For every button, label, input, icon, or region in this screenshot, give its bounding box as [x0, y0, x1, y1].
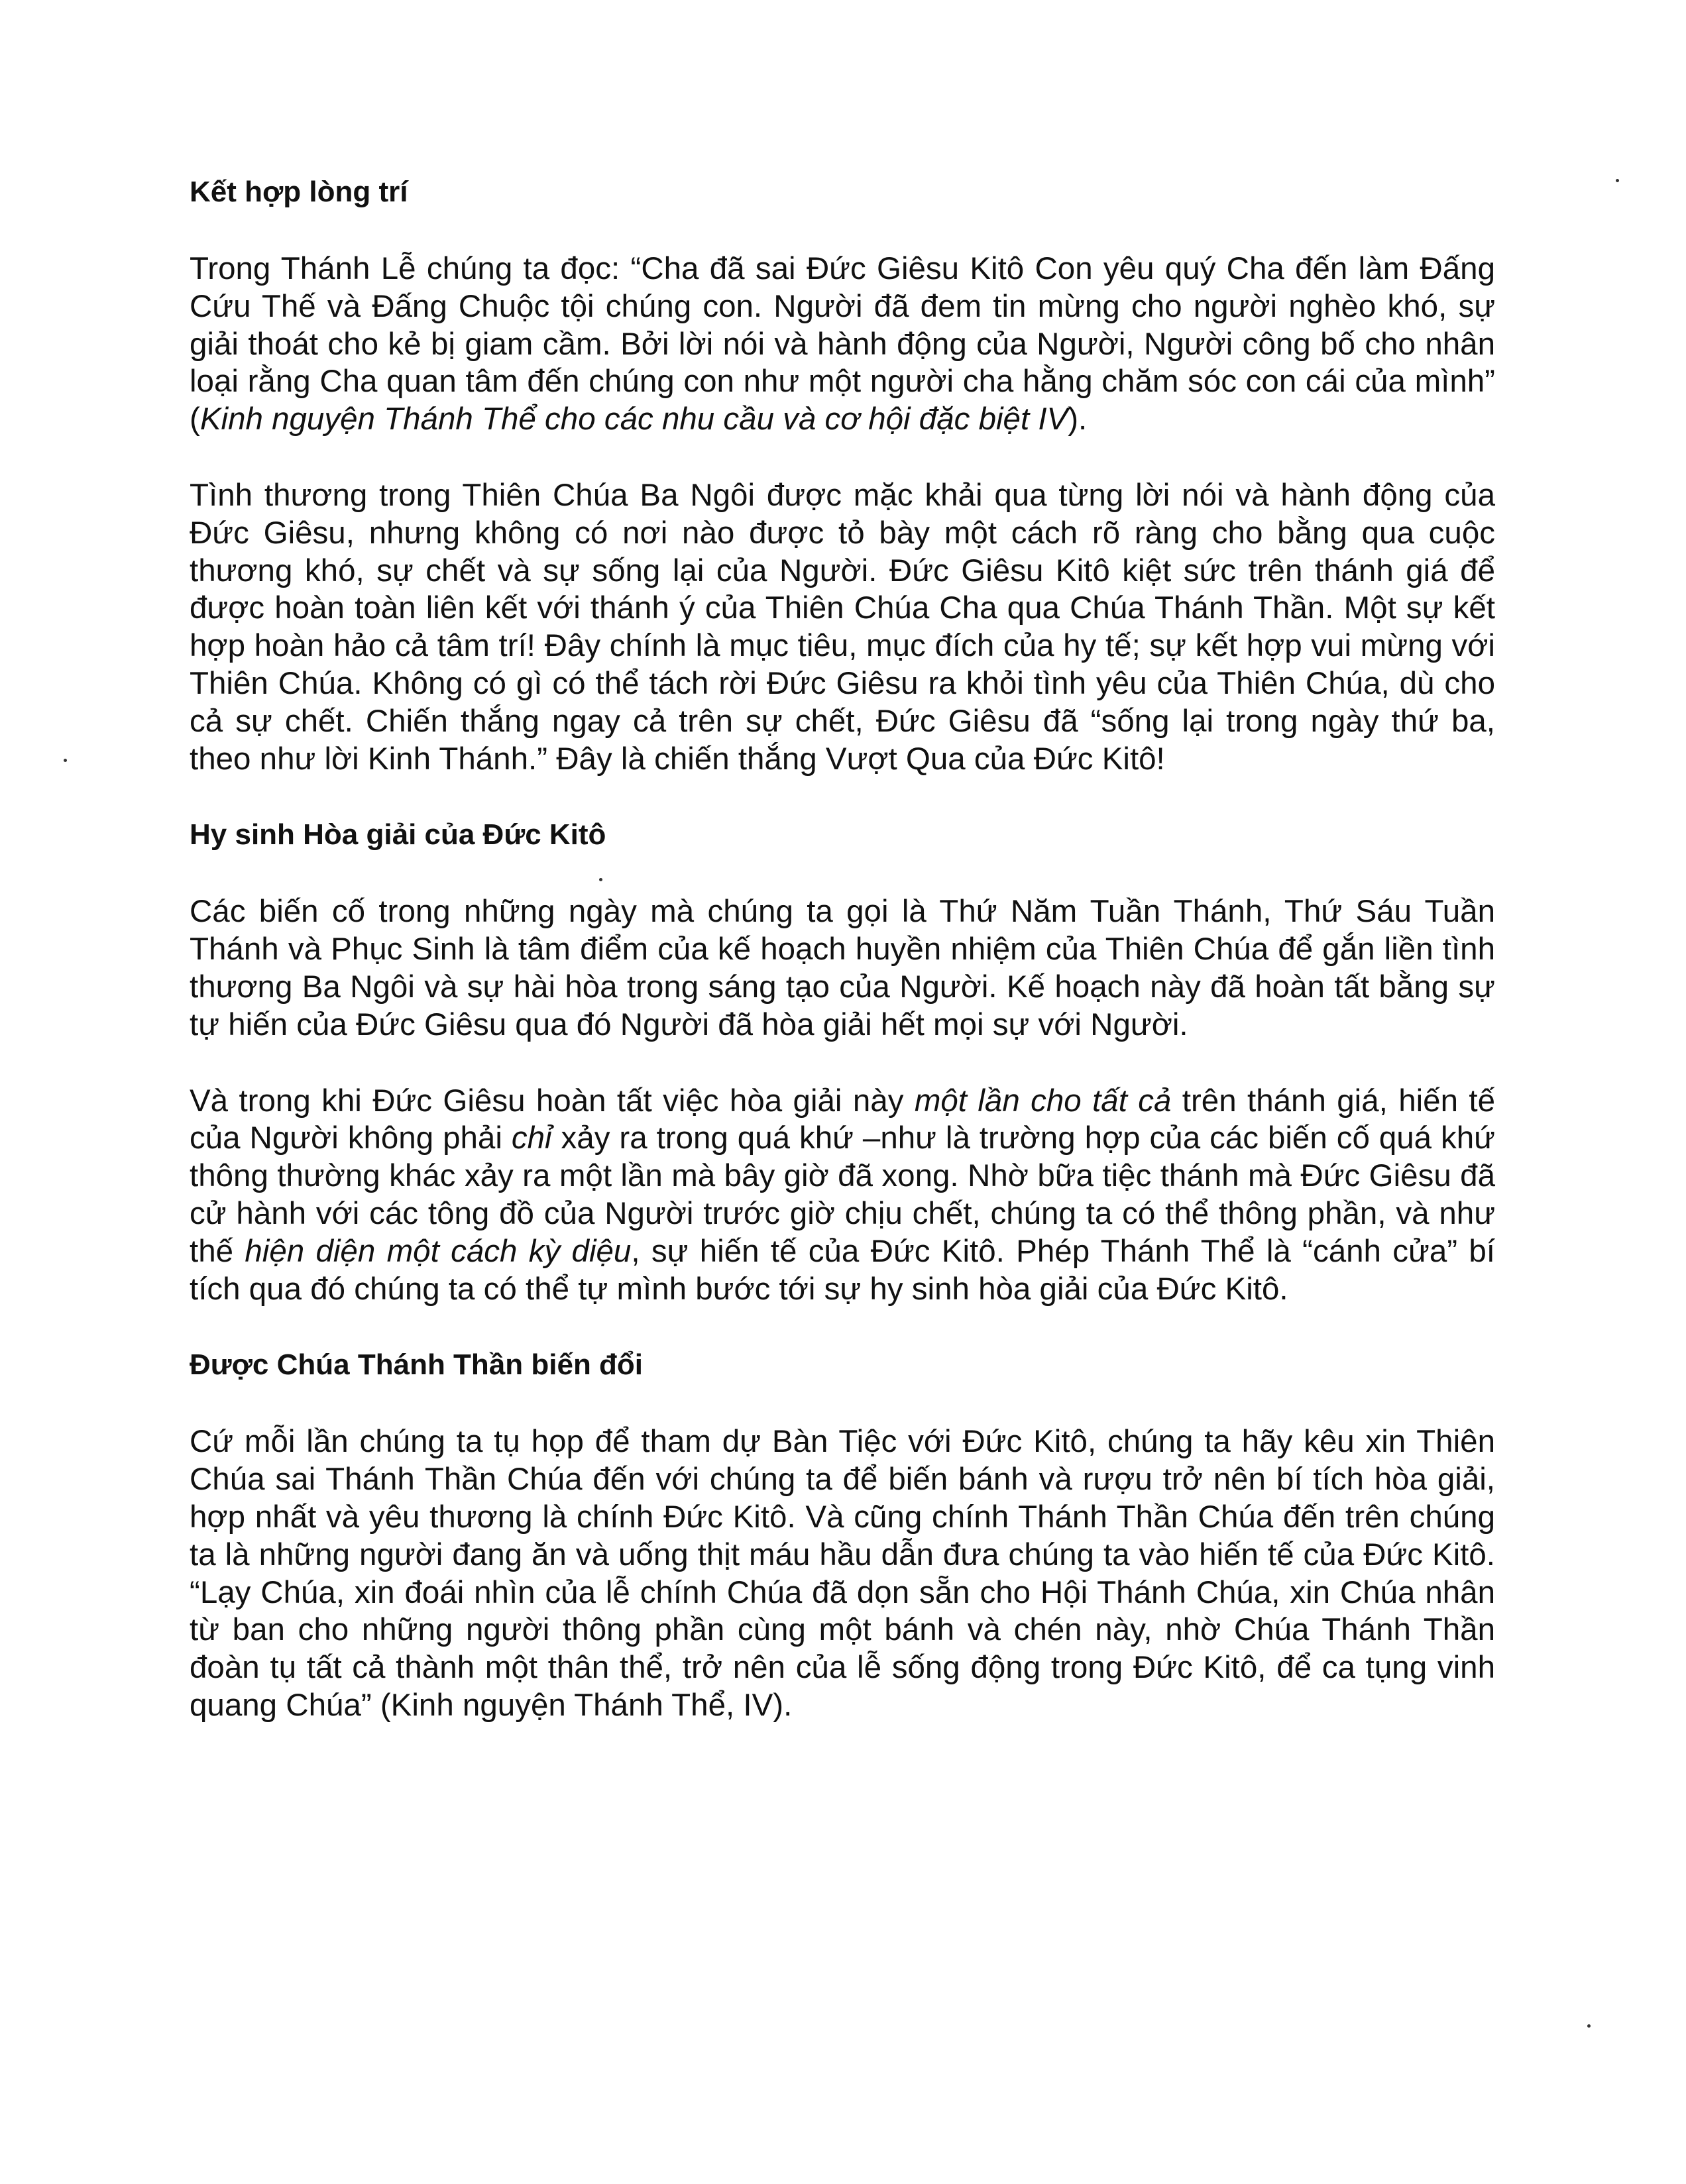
- paragraph-4-italic-b: một lần cho tất cả: [914, 1083, 1172, 1119]
- scan-speck: [1616, 179, 1619, 182]
- paragraph-1-italic-citation: Kinh nguyện Thánh Thể cho các nhu cầu và cơ hội đặc biệt IV: [199, 402, 1068, 437]
- paragraph-1-end: ).: [1068, 402, 1088, 437]
- paragraph-2: Tình thương trong Thiên Chúa Ba Ngôi được mặc khải qua từng lời nói và hành động của Đức Giêsu, nhưng không có nơi nào được tỏ bày một cách rõ ràng cho bằng qua cuộc thương khó, sự chết và sự sống lại của Người. Đức Giêsu Kitô kiệt sức trên thánh giá để được hoàn toàn liên kết với thánh ý của Thiên Chúa Cha qua Chúa Thánh Thần. Một sự kết hợp hoàn hảo cả tâm trí! Đây chính là mục tiêu, mục đích của hy tế; sự kết hợp vui mừng với Thiên Chúa. Không có gì có thể tách rời Đức Giêsu ra khỏi tình yêu của Thiên Chúa, dù cho cả sự chết. Chiến thắng ngay cả trên sự chết, Đức Giêsu đã “sống lại trong ngày thứ ba, theo như lời Kinh Thánh.” Đây là chiến thắng Vượt Qua của Đức Kitô!: [190, 477, 1495, 777]
- paragraph-5: Cứ mỗi lần chúng ta tụ họp để tham dự Bàn Tiệc với Đức Kitô, chúng ta hãy kêu xin Thiên Chúa sai Thánh Thần Chúa đến với chúng ta để biến bánh và rượu trở nên bí tích hòa giải, hợp nhất và yêu thương là chính Đức Kitô. Và cũng chính Thánh Thần Chúa đến trên chúng ta là những người đang ăn và uống thịt máu hầu dẫn đưa chúng ta vào hiến tế của Đức Kitô. “Lạy Chúa, xin đoái nhìn của lễ chính Chúa đã dọn sẵn cho Hội Thánh Chúa, xin Chúa nhân từ ban cho những người thông phần cùng một bánh và chén này, nhờ Chúa Thánh Thần đoàn tụ tất cả thành một thân thể, trở nên của lễ sống động trong Đức Kitô, để ca tụng vinh quang Chúa” (Kinh nguyện Thánh Thể, IV).: [190, 1424, 1495, 1723]
- paragraph-4-italic-d: chỉ: [511, 1120, 552, 1156]
- paragraph-4-text-a: Và trong khi Đức Giêsu hoàn tất việc hòa giải này: [190, 1083, 915, 1119]
- paragraph-3: Các biến cố trong những ngày mà chúng ta gọi là Thứ Năm Tuần Thánh, Thứ Sáu Tuần Thánh và Phục Sinh là tâm điểm của kế hoạch huyền nhiệm của Thiên Chúa để gắn liền tình thương Ba Ngôi và sự hài hòa trong sáng tạo của Người. Kế hoạch này đã hoàn tất bằng sự tự hiến của Đức Giêsu qua đó Người đã hòa giải hết mọi sự với Người.: [190, 894, 1495, 1042]
- paragraph-4-text-g: , sự hiến tế của Đức Kitô. Phép Thánh Thể là “cánh cửa” bí tích qua đó chúng ta có thể tự mình bước tới sự hy sinh hòa giải của Đức Kitô.: [190, 1233, 1495, 1307]
- paragraph-1-text: Trong Thánh Lễ chúng ta đọc: “Cha đã sai Đức Giêsu Kitô Con yêu quý Cha đến làm Đấng Cứu Thế và Đấng Chuộc tội chúng con. Người đã đem tin mừng cho người nghèo khó, sự giải thoát cho kẻ bị giam cầm. Bởi lời nói và hành động của Người, Người công bố cho nhân loại rằng Cha quan tâm đến chúng con như một người cha hằng chăm sóc con cái của mình” (: [190, 251, 1495, 437]
- paragraph-4: [190, 1083, 1495, 1309]
- section-heading-duoc-chua-thanh-than-bien-doi: Được Chúa Thánh Thần biến đổi: [190, 1348, 644, 1382]
- paragraph-4-text-c: trên thánh giá, hiến tế của Người không phải: [190, 1083, 1495, 1156]
- paragraph-1: [190, 250, 1495, 439]
- scan-speck: [599, 878, 602, 881]
- scan-speck: [1587, 2024, 1591, 2028]
- section-heading-ket-hop-long-tri: Kết hợp lòng trí: [190, 176, 408, 208]
- section-heading-hy-sinh-hoa-giai: Hy sinh Hòa giải của Đức Kitô: [190, 818, 606, 851]
- scan-speck: [64, 759, 67, 762]
- document-body: [190, 174, 1495, 1763]
- paragraph-4-text-e: xảy ra trong quá khứ –như là trường hợp của các biến cố quá khứ thông thường khác xảy ra một lần mà bây giờ đã xong. Nhờ bữa tiệc thánh mà Đức Giêsu đã cử hành với các tông đồ của Người trước giờ chịu chết, chúng ta có thể thông phần, và như thế: [190, 1120, 1495, 1269]
- paragraph-4-italic-f: hiện diện một cách kỳ diệu: [245, 1233, 632, 1269]
